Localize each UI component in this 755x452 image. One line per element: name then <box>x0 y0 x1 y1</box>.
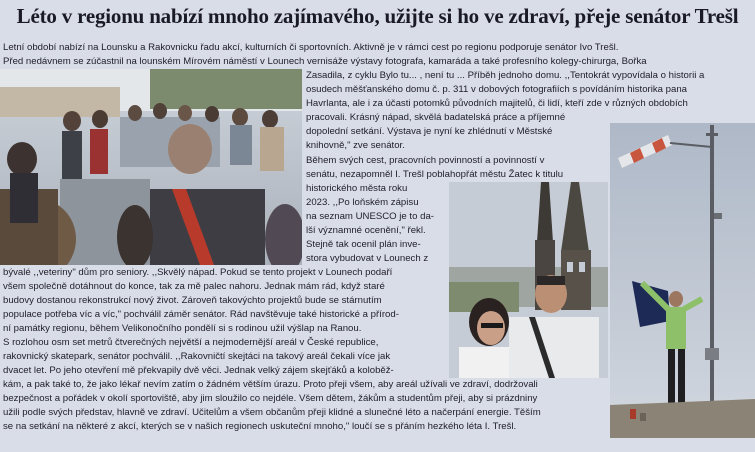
zatec-line-3: historického města roku <box>306 183 408 194</box>
exhibition-crowd-photo <box>0 69 302 265</box>
body-line-6: S rozlohou osm set metrů čtverečných největší a nejmodernější areál v České republice, <box>3 337 379 348</box>
body-line-3: budovy dostanou rekonstrukcí nový život. Zároveň takovýchto projektů bude se stárnutím <box>3 295 382 306</box>
body-line-9: kám, a pak také to, že jako lékař nevím zatím o žádném větším úrazu. Proto přeji všem, aby areál užívali ve zdraví, dodržovali <box>3 379 538 390</box>
article-headline: Léto v regionu nabízí mnoho zajímavého, užijte si ho ve zdraví, přeje senátor Trešl <box>16 4 739 28</box>
body-line-4: populace potřeba víc a víc," pochválil záměr senátor. Rád navštěvuje také historické a přírod- <box>3 309 399 320</box>
zatec-selfie-photo <box>449 182 608 378</box>
exhibition-line-3: Havrlanta, ale i za účasti potomků původních majitelů, či lidí, kteří zde v různých obdobích <box>306 98 688 109</box>
zatec-line-5: na seznam UNESCO je to da- <box>306 211 434 222</box>
zatec-line-4: 2023. ,,Po loňském zápisu <box>306 197 419 208</box>
body-line-5: ní památky regionu, během Velikonočního pondělí si s rodinou užil výšlap na Ranou. <box>3 323 362 334</box>
mast-flag-photo <box>610 123 755 438</box>
exhibition-line-2: osudech měšťanského domu č. p. 311 v dobových fotografiích s povídáním historika pana <box>306 84 687 95</box>
intro-line-1: Letní období nabízí na Lounsku a Rakovnicku řadu akcí, kulturních či sportovních. Aktivně je v rámci cest po regionu podporuje senátor Ivo Trešl. <box>3 42 619 53</box>
body-line-12: se na setkání na některé z akcí, kterých se v našich regionech uskuteční mnoho," loučí se s přáním hezkého léta I. Trešl. <box>3 421 517 432</box>
exhibition-line-6: knihovně," zve senátor. <box>306 140 405 151</box>
intro-line-2: Před nedávnem se zúčastnil na lounském Mírovém náměstí v Lounech vernisáže výstavy fotografa, kamaráda a také profesního kolegy-chirurga, Bořka <box>3 56 647 67</box>
zatec-line-6: lší významné ocenění," řekl. <box>306 225 426 236</box>
body-line-1: bývalé ,,veteriny" dům pro seniory. ,,Skvělý nápad. Pokud se tento projekt v Lounech podaří <box>3 267 393 278</box>
exhibition-line-1: Zasadila, z cyklu Bylo tu... , není tu ... Příběh jednoho domu. ,,Tentokrát vypovídala o historii a <box>306 70 705 81</box>
body-line-7: rakovnický skatepark, senátor pochválil. ,,Rakovničtí skejtáci na takový areál čekali více jak <box>3 351 391 362</box>
exhibition-line-4: pracovali. Krásný nápad, skvělá badatelská práce a příjemné <box>306 112 566 123</box>
zatec-line-8: stora vybudovat v Lounech z <box>306 253 429 264</box>
zatec-line-2: senátu, nezapomněl I. Trešl poblahopřát městu Žatec k titulu <box>306 169 564 180</box>
body-line-8: dvacet let. Po jeho otevření mě překvapily dvě věci. Jednak velký zájem skejťáků a koloběž- <box>3 365 394 376</box>
zatec-line-7: Stejně tak ocenil plán inve- <box>306 239 421 250</box>
zatec-line-1: Během svých cest, pracovních povinností a povinností v <box>306 155 545 166</box>
body-line-10: bezpečnost a pořádek v okolí sportoviště, aby jim sloužilo co nejdéle. Všem dětem, žákům a studentům přeji, aby si prázdniny <box>3 393 538 404</box>
body-line-11: užili podle svých představ, hlavně ve zdraví. Učitelům a všem občanům přeji klidné a slunečné léto a načerpání energie. Těším <box>3 407 541 418</box>
body-line-2: všem společně dotáhnout do konce, tak za mě palec nahoru. Jednak mám rád, když staré <box>3 281 385 292</box>
exhibition-line-5: dopolední setkání. Výstava je nyní ke zhlédnutí v Městské <box>306 126 553 137</box>
